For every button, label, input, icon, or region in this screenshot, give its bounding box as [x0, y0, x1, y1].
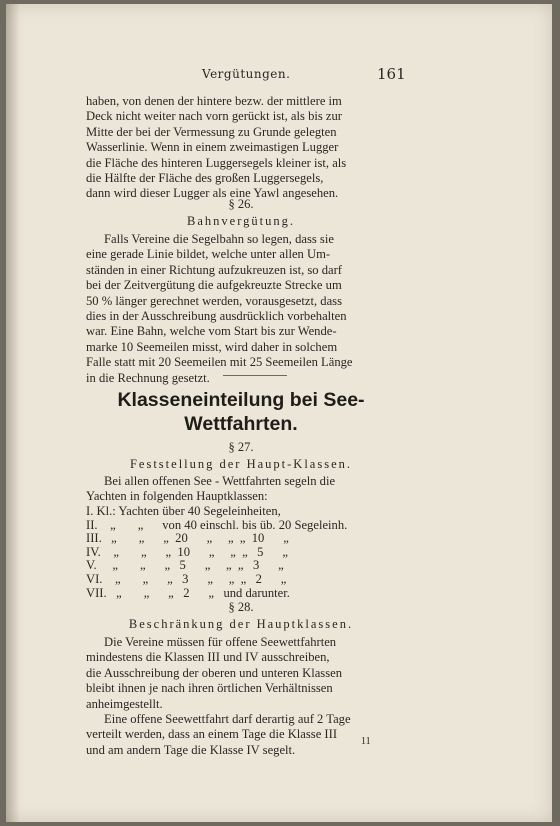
chapter-heading	[86, 388, 396, 436]
intro-paragraph	[86, 94, 396, 202]
text-line: die Ausschreibung der oberen und unteren Klassen	[86, 665, 343, 680]
text-line: Wasserlinie. Wenn in einem zweimastigen Lugger	[86, 140, 339, 155]
page-spine-shadow	[6, 4, 20, 822]
text-line: Die Vereine müssen für offene Seewettfahrten	[104, 635, 337, 649]
text-line: und am andern Tage die Klasse IV segelt.	[86, 742, 296, 757]
text-line: 50 % länger gerechnet werden, vorausgesetzt, dass	[86, 293, 342, 308]
text-line: Yachten in folgenden Hauptklassen:	[86, 489, 268, 504]
section-28-body	[86, 635, 396, 758]
text-line: bleibt ihnen je nach ihren örtlichen Verhältnissen	[86, 681, 333, 696]
text-line: die Hälfte der Fläche des großen Luggersegels,	[86, 171, 324, 186]
text-line: bei der Zeitvergütung die aufgekreuzte Strecke um	[86, 278, 342, 293]
text-line: ständen in einer Richtung aufzukreuzen ist, so darf	[86, 262, 342, 277]
class-row	[86, 573, 347, 587]
class-row	[86, 519, 347, 533]
class-row-text: IV. „ „ „ 10 „ „ „ 5 „	[86, 544, 288, 559]
section-27-body	[86, 474, 396, 505]
text-line: dies in der Ausschreibung ausdrücklich vorbehalten	[86, 309, 347, 324]
text-line: haben, von denen der hintere bezw. der mittlere im	[86, 94, 342, 108]
text-line: Deck nicht weiter nach vorn gerückt ist, als bis zur	[86, 109, 342, 124]
page-number: 161	[377, 65, 406, 83]
class-row	[86, 532, 347, 546]
text-line: die Fläche des hinteren Luggersegels kleiner ist, als	[86, 155, 347, 170]
book-page	[6, 4, 552, 822]
section-27-title: Feststellung der Haupt-Klassen.	[129, 457, 353, 471]
text-line: eine gerade Linie bildet, welche unter allen Um-	[86, 247, 331, 262]
text-line: Eine offene Seewettfahrt darf derartig auf 2 Tage	[104, 712, 351, 727]
class-row	[86, 587, 347, 601]
signature-mark: 11	[361, 736, 371, 747]
section-divider	[223, 375, 287, 376]
class-row-text: I. Kl.: Yachten über 40 Segeleinheiten,	[86, 504, 281, 518]
text-line: Falls Vereine die Segelbahn so legen, dass sie	[104, 232, 334, 246]
text-line: dann wird dieser Lugger als eine Yawl angesehen.	[86, 186, 339, 201]
class-row-text: V. „ „ „ 5 „ „ „ 3 „	[86, 558, 284, 573]
text-line: Falle statt mit 20 Seemeilen mit 25 Seemeilen Länge	[86, 355, 353, 370]
class-row-text: II. „ „ von 40 einschl. bis üb. 20 Segeleinh.	[86, 517, 348, 532]
chapter-heading-line: Wettfahrten.	[184, 413, 298, 435]
section-28-number: § 28.	[228, 600, 254, 614]
class-row	[86, 559, 347, 573]
text-line: marke 10 Seemeilen misst, wird daher in solchem	[86, 339, 338, 354]
section-26-title: Bahnvergütung.	[187, 214, 295, 228]
section-27-number: § 27.	[228, 440, 254, 454]
class-table	[86, 505, 347, 600]
section-28-title: Beschränkung der Hauptklassen.	[128, 617, 354, 631]
running-header: Vergütungen.	[202, 67, 291, 81]
text-line: Mitte der bei der Vermessung zu Grunde gelegten	[86, 124, 337, 139]
chapter-heading-line: Klasseneinteilung bei See-	[117, 389, 365, 411]
text-line: anheimgestellt.	[86, 696, 163, 711]
text-line: mindestens die Klassen III und IV ausschreiben,	[86, 650, 330, 665]
text-line: Bei allen offenen See - Wettfahrten segeln die	[104, 474, 336, 488]
text-line: verteilt werden, dass an einem Tage die Klasse III	[86, 727, 338, 742]
class-row-text: VII. „ „ „ 2 „ und darunter.	[86, 585, 290, 600]
class-row-text: VI. „ „ „ 3 „ „ „ 2 „	[86, 571, 287, 586]
section-26-number: § 26.	[228, 197, 254, 211]
text-line: war. Eine Bahn, welche vom Start bis zur Wende-	[86, 324, 337, 339]
text-line: in die Rechnung gesetzt.	[86, 370, 210, 385]
class-list	[86, 505, 416, 600]
section-26-body	[86, 232, 396, 386]
class-row-text: III. „ „ „ 20 „ „ „ 10 „	[86, 531, 289, 546]
class-row	[86, 546, 347, 560]
class-row	[86, 505, 347, 519]
